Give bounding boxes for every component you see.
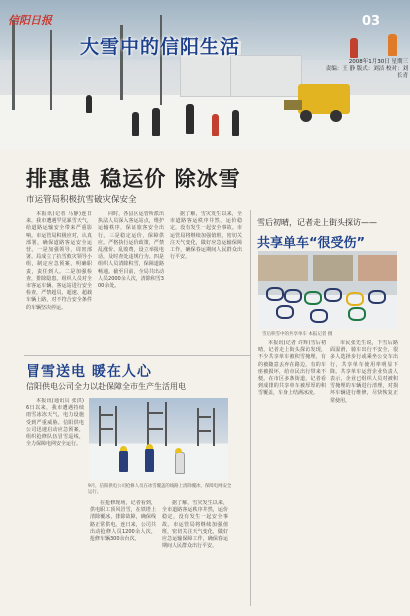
photo-caption: 雪后积雪中的共享单车 本报记者 摄 [262,332,333,337]
shared-bikes-photo [258,251,397,329]
feature-kicker: 雪后初晴，记者走上街头探访—— [257,218,377,227]
page-title: 大雪中的信阳生活 [80,36,241,58]
masthead: 信阳日报 [8,14,52,27]
article-subhead: 市运管局积极抗雪破灾保安全 [26,195,137,205]
article2-subhead: 信阳供电公司全力以赴保障全市生产生活用电 [26,382,186,391]
article-body-col: 据了解，雪灾发生以来，全市道路客运秩序井然，运价稳定，没有发生一起安全事故。市运管局将继续加强值班，密切关注天气变化，做好应急运输保障工作，确保春运期间人民群众出行平安。 [170,211,242,261]
feature-headline: 共享单车“很受伤” [257,236,366,251]
feature-body-col: 本报讯(记者 许辉)雪后初晴，记者走上街头探访发现，不少共享单车被积雪掩埋，有的被随意丢弃在路边，有的车座被损坏，给市民出行带来不便。在市区多条街道，记者看到成排的共享单车被厚厚的积雪覆盖，车身上结满冰凌。 [258,340,326,397]
article-body-col: 同时，各县区运管所派出执法人员深入客运站点，维护运输秩序，保证旅客安全出行。三是稳定运价，保障供应。严格执行运价政策，严禁乱涨价、乱收费，设立举报电话，及时查处违规行为。四是组织人员清除积雪，保障道路畅通。截至目前，全局共出动人员2000余人次，清除积雪300余处。 [98,211,164,290]
divider [24,355,250,356]
header-banner-photo [0,0,410,150]
photo-caption: 9月，信阳供电公司抢修人员在冰雪覆盖的线路上清除覆冰，保障电网安全运行。 [88,484,232,495]
divider [250,210,251,606]
article2-body-col: 据了解，雪灾发生以来，全市道路客运秩序井然，运价稳定，没有发生一起安全事故。市运管局将继续加强值班，密切关注天气变化，做好应急运输保障工作，确保春运期间人民群众出行平安。 [162,500,228,550]
date-line: 2008年1月30日 星期三 责编：王 静 版式：刘洁 校对：刘长青 [325,59,408,79]
page-number: 03 [362,14,381,29]
article2-headline: 冒雪送电 暖在人心 [26,364,152,380]
article-body-col: 本报讯(记者 马静)连日来，我市遭遇罕见暴雪天气，给道路运输安全带来严重影响。市运管局积极应对，认真部署，确保道路客运安全运营。一是加强领导，周密部署。局成立了抗雪救灾领导小组，制定应急预案，明确职责，责任到人。二是加强检查，排除隐患。组织人员对全市客运车辆、客运站进行安全检查，严禁超员、超速、超载车辆上路，对不符合安全条件的车辆坚决停运。 [26,211,92,311]
power-repair-photo [89,398,228,480]
article2-body-col: 在抢修现场，记者看到，供电职工顶风冒雪，在铁塔上清除覆冰，排除故障，确保线路正常供电。连日来，公司共出动抢修人员1200余人次，抢修车辆300余台次。 [90,500,156,543]
article2-body-col: 本报讯(通讯员 张洪)6日以来，我市遭遇持续雨雪冰冻天气，电力设施受到严重威胁。信阳供电公司迅速启动应急预案，组织抢修队伍冒雪巡线，全力保障电网安全运行。 [26,398,84,448]
article-headline: 排惠患 稳运价 除冰雪 [26,167,241,191]
feature-body-col: 市民张先生说，下雪后路面湿滑，骑车出行不安全，很多人选择步行或乘坐公交车出行，共享单车使用率明显下降。共享单车运营企业负责人表示，企业已组织人员对被积雪掩埋的车辆进行清理，对损坏车辆进行维修，尽快恢复正常使用。 [330,340,398,404]
